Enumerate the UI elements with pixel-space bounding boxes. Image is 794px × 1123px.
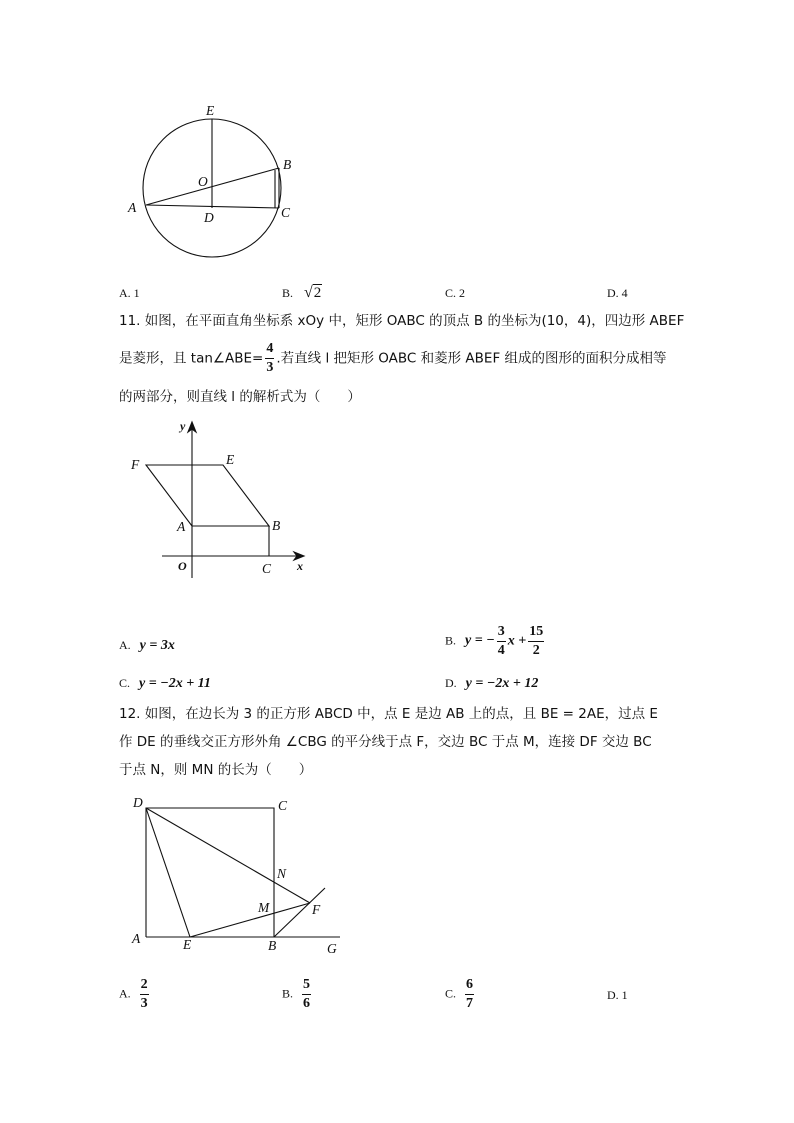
q12-line-3: 于点 N，则 MN 的长为（ ）	[119, 762, 313, 778]
fraction-denominator: 3	[266, 360, 274, 375]
option-label: A.	[119, 986, 131, 1001]
segment-DF	[146, 808, 310, 903]
fraction-denominator: 7	[466, 996, 474, 1011]
option-expression: y = −2x + 11	[139, 676, 211, 691]
q11-line-1: 11. 如图，在平面直角坐标系 xOy 中，矩形 OABC 的顶点 B 的坐标为(10，4)，四边形 ABEF	[119, 313, 685, 329]
label-C: C	[278, 798, 288, 813]
label-G: G	[327, 941, 337, 956]
segment-DE	[146, 808, 190, 937]
fraction-denominator: 4	[497, 643, 505, 658]
option-label: B.	[282, 286, 294, 300]
square-figure	[128, 790, 348, 962]
option-value: 1	[621, 988, 628, 1002]
fraction-numerator: 5	[302, 978, 311, 995]
label-C: C	[262, 561, 272, 576]
q11-option-a[interactable]	[119, 638, 175, 654]
rectangle-OABC	[192, 526, 269, 556]
option-label: A.	[119, 286, 131, 300]
option-label: C.	[445, 286, 457, 300]
q12-option-d[interactable]	[607, 988, 628, 1003]
q12-option-c[interactable]	[445, 978, 476, 1011]
option-label: D.	[445, 676, 457, 690]
option-expression: y = −2x + 12	[465, 676, 539, 691]
label-O: O	[178, 559, 187, 573]
label-O: O	[198, 174, 208, 189]
fraction-numerator: 15	[528, 625, 544, 642]
label-A: A	[177, 519, 186, 534]
option-label: D.	[607, 286, 619, 300]
fraction-numerator: 3	[497, 625, 506, 642]
fraction-denominator: 3	[140, 996, 148, 1011]
q10-option-b[interactable]	[282, 284, 322, 302]
q12-line-1: 12. 如图，在边长为 3 的正方形 ABCD 中，点 E 是边 AB 上的点，且 BE = 2AE，过点 E	[119, 706, 658, 722]
q11-option-c[interactable]	[119, 676, 211, 692]
label-D: D	[133, 795, 143, 810]
fraction-numerator: 2	[140, 978, 149, 995]
label-E: E	[206, 103, 215, 118]
option-expression: y = 3x	[139, 638, 175, 653]
option-fraction-1	[497, 625, 506, 658]
rhombus-ABEF	[146, 465, 269, 526]
label-D: D	[204, 210, 214, 225]
label-B: B	[283, 157, 292, 172]
label-A: A	[128, 200, 137, 215]
circle-figure	[120, 100, 310, 265]
label-F: F	[131, 457, 140, 472]
option-fraction	[465, 978, 474, 1011]
option-value: 4	[621, 286, 628, 300]
option-value: 1	[133, 286, 140, 300]
option-expression-mid: x +	[507, 633, 527, 649]
q10-option-a[interactable]	[119, 286, 140, 301]
q11-line-2-suffix: .若直线 l 把矩形 OABC 和菱形 ABEF 组成的图形的面积分成相等	[276, 350, 667, 367]
label-M: M	[258, 900, 270, 915]
fraction-denominator: 2	[532, 643, 540, 658]
label-y: y	[180, 419, 186, 433]
option-expression-prefix: y = −	[465, 633, 495, 649]
label-x: x	[297, 559, 303, 573]
option-value: 2	[313, 285, 322, 301]
label-F: F	[312, 902, 321, 917]
option-label: C.	[119, 676, 131, 690]
q12-option-b[interactable]	[282, 978, 313, 1011]
square-ABCD	[146, 808, 274, 937]
tan-fraction	[265, 342, 274, 375]
q12-line-2: 作 DE 的垂线交正方形外角 ∠CBG 的平分线于点 F，交边 BC 于点 M，连接 DF 交边 BC	[119, 734, 652, 750]
q11-option-d[interactable]	[445, 676, 538, 692]
sqrt-expression	[304, 284, 322, 302]
fraction-numerator: 4	[265, 342, 274, 359]
option-label: A.	[119, 638, 131, 652]
q10-option-d[interactable]	[607, 286, 628, 301]
radical-icon: √	[304, 284, 313, 301]
label-B: B	[272, 518, 281, 533]
q11-line-2-prefix: 是菱形，且 tan∠ABE=	[119, 350, 264, 367]
label-C: C	[281, 205, 291, 220]
q12-option-a[interactable]	[119, 978, 151, 1011]
label-E: E	[183, 937, 192, 952]
fraction-denominator: 6	[303, 996, 311, 1011]
option-label: D.	[607, 988, 619, 1002]
option-label: C.	[445, 986, 457, 1001]
option-label: B.	[445, 633, 457, 648]
label-B: B	[268, 938, 277, 953]
option-fraction-2	[528, 625, 544, 658]
q11-option-b[interactable]	[445, 625, 546, 658]
label-E: E	[226, 452, 235, 467]
coordinate-figure	[128, 418, 318, 580]
option-label: B.	[282, 986, 294, 1001]
q10-option-c[interactable]	[445, 286, 465, 301]
option-value: 2	[459, 286, 466, 300]
fraction-numerator: 6	[465, 978, 474, 995]
q11-line-3: 的两部分，则直线 l 的解析式为（ ）	[119, 389, 361, 405]
label-N: N	[277, 866, 287, 881]
q11-line-2	[119, 342, 667, 375]
option-fraction	[140, 978, 149, 1011]
option-fraction	[302, 978, 311, 1011]
label-A: A	[132, 931, 141, 946]
